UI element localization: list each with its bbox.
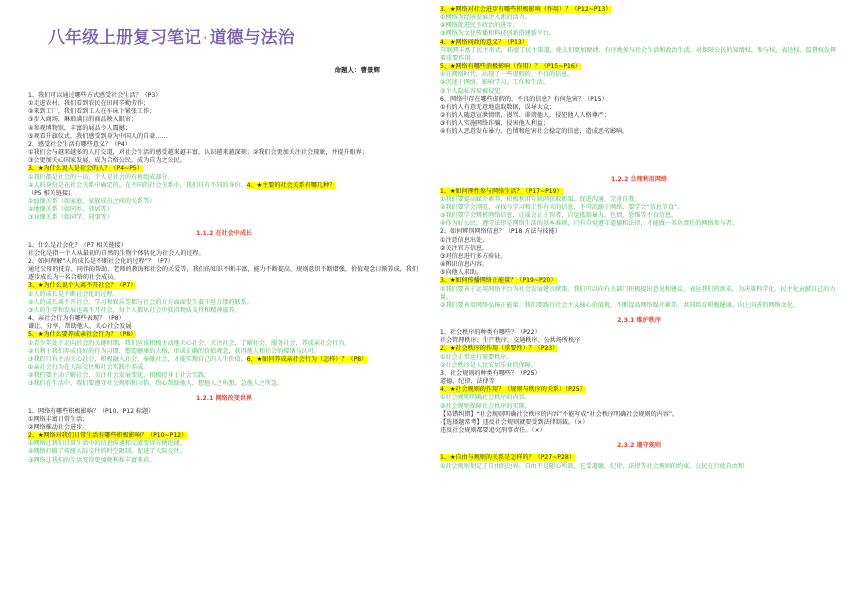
note-line: [440, 286, 838, 302]
spacer: [440, 137, 838, 145]
note-line: [28, 408, 420, 416]
note-line: [440, 427, 838, 435]
answer-text: ②人的身份是在社会关系中确定的。在不同的社会关系中，我们具有不同的身份。: [28, 181, 247, 189]
note-line: [440, 112, 838, 120]
note-text: 1、什么是社会化？（P7 相关链接）: [28, 241, 127, 249]
question-highlight: 1、★如何理性参与网络生活？（P17~P19）: [440, 187, 563, 195]
title-main: 八年级上册复习笔记: [48, 28, 201, 48]
note-line: [440, 245, 838, 253]
note-text: ①注意信息出处。: [440, 236, 489, 244]
note-line: [28, 174, 420, 182]
left-notes: [28, 92, 420, 465]
note-text: ②关注官方信息。: [440, 244, 489, 252]
answer-text: ②社会秩序是人民安居乐业的保障。: [440, 361, 537, 369]
question-highlight: 4、★主要的社会关系有哪几种？: [246, 181, 336, 189]
right-column: [440, 0, 838, 608]
answer-text: ②社会规则保障社会秩序的实现。: [440, 402, 531, 410]
answer-text: ①青少年处于走向社会的关键时期，我们应该积极主动地关心社会，关注社会，了解社会，服务社会，养成亲社会行为。: [28, 339, 351, 347]
note-line: [28, 198, 420, 206]
note-line: [28, 291, 420, 299]
section-heading: 2.3.2 遵守规则: [617, 442, 661, 450]
note-text: ④辨识信息内容。: [440, 261, 489, 269]
answer-text: ①我们要提高媒介素养，积极利用互联网获取新知、促进沟通、完善自我。: [440, 195, 641, 203]
note-line: [28, 307, 420, 315]
note-line: [440, 204, 838, 212]
note-line: [440, 96, 838, 104]
question-highlight: 4、★网络问政的意义？（P13）: [440, 38, 528, 46]
note-text: ①走进农村，我们看到农民在田间辛勤劳作；: [28, 100, 150, 108]
answer-text: ②我们要主动了解社会，关注社会发展变化，积极投身于社会实践。: [28, 372, 211, 380]
note-text: ③有的人实施网络诈骗，侵害他人利益；: [440, 120, 550, 128]
note-line: [28, 125, 420, 133]
note-line: [28, 416, 420, 424]
answer-text: ②地缘关系（如同乡、邻居等）: [28, 206, 113, 214]
note-line: [440, 88, 838, 96]
note-line: [28, 165, 420, 173]
answer-text: ③我们在生活中，我们要遵守社会规则和习俗，热心帮助他人，想他人之所想，急他人之所急。: [28, 380, 284, 388]
note-line: [440, 237, 838, 245]
title-separator: ·: [202, 29, 208, 47]
note-text: ②有的人随意宣泄情绪，谩骂、诽谤他人，侵犯他人人格尊严；: [440, 112, 610, 120]
note-line: [28, 424, 420, 432]
note-line: [28, 250, 420, 258]
answer-text: ①在网络时代，出现了一些虚假的、不良的信息。: [440, 71, 574, 79]
note-line: [28, 116, 420, 124]
answer-text: ②人的成长离不开社会，学习和娱乐等都与社会的方方面面发生着千丝万缕的联系。: [28, 298, 253, 306]
note-text: 1、社会秩序的种类有哪些？（P22）: [440, 329, 541, 337]
question-highlight: 3、★为什么说人是社会的人？（P4~P5）: [28, 165, 143, 173]
note-line: [440, 394, 838, 402]
note-text: （P5 相关链接）: [28, 189, 75, 197]
note-text: ③对信息进行多方验证。: [440, 252, 507, 260]
question-highlight: 3、★为什么说个人离不开社会？（P7）: [28, 282, 137, 290]
section-heading: 1.2.1 网络改变世界: [195, 395, 253, 403]
spacer: [440, 145, 838, 153]
note-line: [440, 362, 838, 370]
note-text: 【易错纠错】“社会规则明确社会秩序的内容”不能写成“社会秩序明确社会规则的内容”。: [440, 410, 679, 418]
question-highlight: 4、★社会规则的作用？（规则与秩序的关系）（P25）: [440, 386, 586, 394]
question-highlight: 3、★如何传播网络正能量？（P19~P20）: [440, 277, 557, 285]
answer-text: ①血缘关系（如家庭、家族成员之间的关系等）: [28, 198, 156, 206]
answer-text: ①社会正常运行需要秩序。: [440, 353, 513, 361]
note-text: 6、网络中存在哪些虚假的、不良的信息？有何危害？（P15）: [440, 95, 608, 103]
answer-text: ①社会规则明确社会秩序的内容。: [440, 394, 531, 402]
note-line: [440, 411, 838, 419]
answer-text: ②网络促进民主政治的进步。: [440, 22, 519, 30]
note-line: [28, 340, 420, 348]
answer-text: ③个人隐私容易被侵犯。: [440, 87, 507, 95]
note-line: [440, 345, 838, 353]
question-highlight: 1、★自由与规则的关系是怎样的？（P27~P28）: [440, 454, 575, 462]
answer-text: ②网络打破了传统人际交往的时空限制，促进了人际交往。: [28, 448, 186, 456]
note-text: ④有的人恶意发布暴力、色情和危害社会稳定的信息，造成恶劣影响。: [440, 128, 629, 136]
answer-text: ③网络让我们的生活变得更加便利和丰富多彩。: [28, 456, 156, 464]
answer-text: ③业缘关系（如同学、同事等）: [28, 214, 113, 222]
note-line: [28, 331, 420, 339]
note-text: 1、我们可以通过哪些方式感受社会生活？（P3）: [28, 92, 162, 99]
note-line: [440, 403, 838, 411]
note-text: 谦让、分享、帮助他人、关心社会发展: [28, 323, 132, 331]
answer-text: ②沉迷于网络，影响学习、工作和生活。: [440, 79, 550, 87]
spacer: [440, 153, 838, 161]
answer-text: ③网络为文化传播和科技创新搭建新平台。: [440, 30, 556, 38]
answer-text: ①人的成长是不断社会化的过程。: [28, 290, 119, 298]
note-line: [28, 348, 420, 356]
section-heading: 1.1.2 在社会中成长: [195, 229, 253, 237]
answer-text: ③我们只有主动关心社会，积极融入社会，奉献社会，才能实现自己的人生价值。: [28, 355, 247, 363]
note-line: [28, 448, 420, 456]
note-text: ③步入商场，琳琅满目的商品映入眼帘；: [28, 116, 138, 124]
note-text: 3、社会规则的种类有哪些？（P25）: [440, 369, 541, 377]
note-line: [28, 315, 420, 323]
answer-text: ③我们要学会辨析网络信息，让谣言止于智者，自觉抵制暴力、色情、恐怖等不良信息。: [440, 212, 678, 220]
note-line: [440, 454, 838, 462]
answer-text: ①网络让我们日常生活中的信息传递和交流变得方便迅捷。: [28, 440, 186, 448]
note-line: [440, 253, 838, 261]
note-line: [440, 128, 838, 136]
note-line: [28, 242, 420, 250]
note-text: 违反社会规则都要追究刑事责任。（×）: [440, 427, 546, 435]
note-text: 2、如何辨别网络信息？（P18 方法与技能）: [440, 228, 561, 236]
note-line: [28, 133, 420, 141]
note-text: ①我们会与越来越多的人打交道，对社会生活的感受越来越丰富，认识越来越深刻；②我们会更加关注社会现象，并提升眼界；: [28, 149, 368, 157]
question-highlight: 3、★网络对社会进步有哪些积极影响（作用）？（P12~P13）: [440, 6, 612, 13]
note-text: 【选择题常考】违反社会规则就要受到法律制裁。（×）: [440, 418, 589, 426]
question-highlight: 2、★社会秩序的作用（重要性）？（P23）: [440, 345, 559, 353]
note-line: [28, 266, 420, 282]
note-line: [440, 261, 838, 269]
note-line: [440, 419, 838, 427]
note-line: [28, 380, 420, 388]
note-text: 通过父母的抚育、同伴的帮助、老师的教诲和社会的关爱等，我们的知识不断丰富，能力不断提高，规则意识不断增强，价值观念日渐养成，我们逐步成长为一名合格的社会成员。: [28, 266, 418, 282]
note-line: [28, 457, 420, 465]
note-line: [440, 47, 838, 63]
section-heading: 2.3.1 维护秩序: [617, 317, 661, 324]
note-text: ③会更加关心国家发展，成为合格公民，成为自为之公民。: [28, 157, 186, 165]
section-heading: 1.2.2 合理利用网络: [610, 175, 668, 183]
note-line: [28, 190, 420, 198]
note-text: 2、感受社会生活有哪些意义？（P4）: [28, 140, 131, 148]
note-line: [440, 370, 838, 378]
note-line: [440, 354, 838, 362]
note-line: [440, 228, 838, 236]
note-line: [28, 182, 420, 190]
right-notes: [440, 6, 838, 471]
answer-text: ①网络为经济发展注入新的活力。: [440, 14, 531, 22]
note-text: ②网络推动社会进步。: [28, 423, 89, 431]
note-line: [28, 258, 420, 266]
note-text: ④参观博物馆，丰富的展品令人震撼；: [28, 124, 131, 132]
note-line: [28, 92, 420, 100]
answer-text: ④作为好公民，遵守法律是网络生活的基本准则，只有自觉遵守道德和法律，才能做一名负责任的网络参与者。: [440, 220, 738, 228]
note-text: 2、如何理解“人的成长是不断社会化的过程”？（P7）: [28, 257, 174, 265]
question-highlight: 6、★如何养成亲社会行为（怎样）？（P8）: [246, 355, 368, 363]
note-line: [28, 214, 420, 222]
answer-text: ②我们要学会浏览，寻找与学习和工作有关的信息，不可沉溺于网络，要学会“信息节食”。: [440, 203, 684, 211]
answer-text: ②我们要善用网络弘扬正能量。我们要践行社会主义核心价值观，不断提高网络媒介素养，共同培育积极健康、向上向善的网络文化。: [440, 301, 799, 309]
note-line: [440, 277, 838, 285]
question-highlight: 2、★网络对我们日常生活有哪些积极影响？（P10~P12）: [28, 432, 188, 440]
note-line: [28, 364, 420, 372]
note-line: [440, 196, 838, 204]
author-line: 命题人：曹景辉: [334, 66, 380, 74]
title-subject: 道德与法治: [209, 28, 295, 48]
spacer: [440, 161, 838, 169]
note-text: ①有的人有意无意地盗取数据，误导大众；: [440, 103, 556, 111]
note-line: [440, 302, 838, 310]
answer-text: ①我们要善于运用网络平台为社会发展建言献策。我们可以向有关部门积极提出意见和建议，表达我们的诉求，为决策科学化、民主化贡献自己的力量。: [440, 285, 836, 301]
note-text: 道德、纪律、法律等: [440, 378, 495, 386]
note-line: [440, 6, 838, 14]
note-line: [440, 188, 838, 196]
note-text: ⑤观看升旗仪式，我们感受到身为中国人的自豪……: [28, 132, 168, 140]
answer-text: ①亲社会行为在人际交往和社会实践中养成。: [28, 364, 150, 371]
answer-text: 互联网丰富了民主形式，拓宽了民主渠道，使人们更加便捷、有序地参与社会生活和政治生活，对保障公民的知情权、参与权、表达权、监督权发挥着重要作用。: [440, 46, 837, 62]
question-highlight: 5、★网络有哪些消极影响（作用）？（P15~P16）: [440, 63, 581, 71]
note-line: [28, 299, 420, 307]
note-line: [440, 463, 838, 471]
answer-text: ①我们都是社会的一员，个人是社会的有机组成部分。: [28, 173, 174, 181]
answer-text: ②有利于我们养成良好的行为习惯，塑造健康的人格，形成正确的价值观念，获得他人和社会的接纳与认可。: [28, 347, 320, 355]
note-text: 社会化是指一个人从最初的自然的生物个体转化为社会人的过程。: [28, 249, 205, 257]
note-line: [440, 104, 838, 112]
answer-text: ③人的生存和发展也离不开社会，每个人都从社会中获得物质支持和精神滋养。: [28, 306, 241, 314]
note-line: [28, 282, 420, 290]
answer-text: ①社会规则划定了自由的边界。自由不是随心所欲，它受道德、纪律、法律等社会规则的约束。公民在行使自由和: [440, 462, 745, 470]
question-highlight: 5、★为什么要养成亲社会行为？（P8）: [28, 331, 137, 339]
note-text: 4、亲社会行为有哪些表现？（P8）: [28, 315, 125, 323]
note-text: 1、网络有哪些积极影响？（P10、P12 标题）: [28, 407, 155, 415]
note-line: [440, 30, 838, 38]
note-line: [440, 39, 838, 47]
note-line: [440, 79, 838, 87]
note-text: ②来到工厂，我们看到工人在车床下紧张工作；: [28, 108, 156, 116]
note-line: [28, 356, 420, 364]
note-text: 社会管理秩序、生产秩序、交通秩序、公共场所秩序: [440, 337, 581, 345]
note-text: ⑤向他人求助。: [440, 269, 483, 277]
note-line: [28, 141, 420, 149]
left-column: [28, 0, 420, 608]
note-text: ①网络丰富日常生活；: [28, 415, 89, 423]
